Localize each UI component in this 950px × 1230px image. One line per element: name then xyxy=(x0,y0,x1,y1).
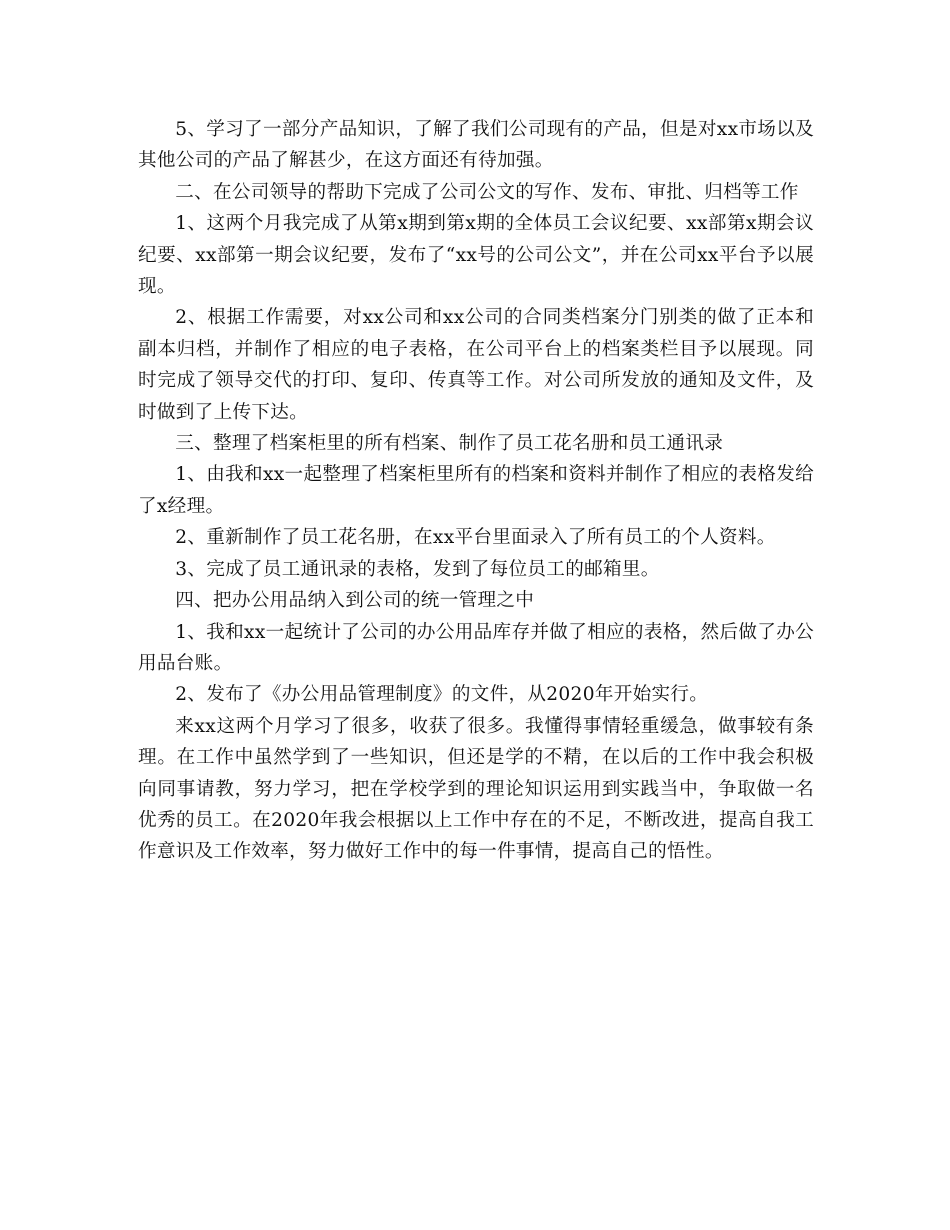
paragraph-archive-sorting: 1、由我和xx一起整理了档案柜里所有的档案和资料并制作了相应的表格发给了x经理。 xyxy=(138,464,814,517)
paragraph-summary: 来xx这两个月学习了很多，收获了很多。我懂得事情轻重缓急，做事较有条理。在工作中虽然学到了一些知识，但还是学的不精，在以后的工作中我会积极向同事请教，努力学习，把在学校学到的理论知识运用到实践当中，争取做一名优秀的员工。在2020年我会根据以上工作中存在的不足，不断改进，提高自我工作意识及工作效率，努力做好工作中的每一件事情，提高自己的悟性。 xyxy=(138,715,814,863)
paragraph-contract-archiving: 2、根据工作需要，对xx公司和xx公司的合同类档案分门别类的做了正本和副本归档，并制作了相应的电子表格，在公司平台上的档案类栏目予以展现。同时完成了领导交代的打印、复印、传真等工作。对公司所发放的通知及文件，及时做到了上传下达。 xyxy=(138,307,814,423)
section-heading-archives-and-roster: 三、整理了档案柜里的所有档案、制作了员工花名册和员工通讯录 xyxy=(175,433,724,455)
paragraph-product-knowledge: 5、学习了一部分产品知识，了解了我们公司现有的产品，但是对xx市场以及其他公司的产品了解甚少，在这方面还有待加强。 xyxy=(138,119,814,172)
paragraph-meeting-minutes: 1、这两个月我完成了从第x期到第x期的全体员工会议纪要、xx部第x期会议纪要、xx部第一期会议纪要，发布了“xx号的公司公文”，并在公司xx平台予以展现。 xyxy=(138,213,814,298)
document-body xyxy=(138,114,814,868)
paragraph-supplies-inventory: 1、我和xx一起统计了公司的办公用品库存并做了相应的表格，然后做了办公用品台账。 xyxy=(138,621,814,674)
section-heading-office-supplies: 四、把办公用品纳入到公司的统一管理之中 xyxy=(175,590,535,612)
section-heading-official-documents: 二、在公司领导的帮助下完成了公司公文的写作、发布、审批、归档等工作 xyxy=(175,181,799,203)
paragraph-supplies-policy: 2、发布了《办公用品管理制度》的文件，从2020年开始实行。 xyxy=(175,684,709,706)
paragraph-employee-roster: 2、重新制作了员工花名册，在xx平台里面录入了所有员工的个人资料。 xyxy=(175,527,776,549)
paragraph-contact-list: 3、完成了员工通讯录的表格，发到了每位员工的邮箱里。 xyxy=(175,558,660,580)
